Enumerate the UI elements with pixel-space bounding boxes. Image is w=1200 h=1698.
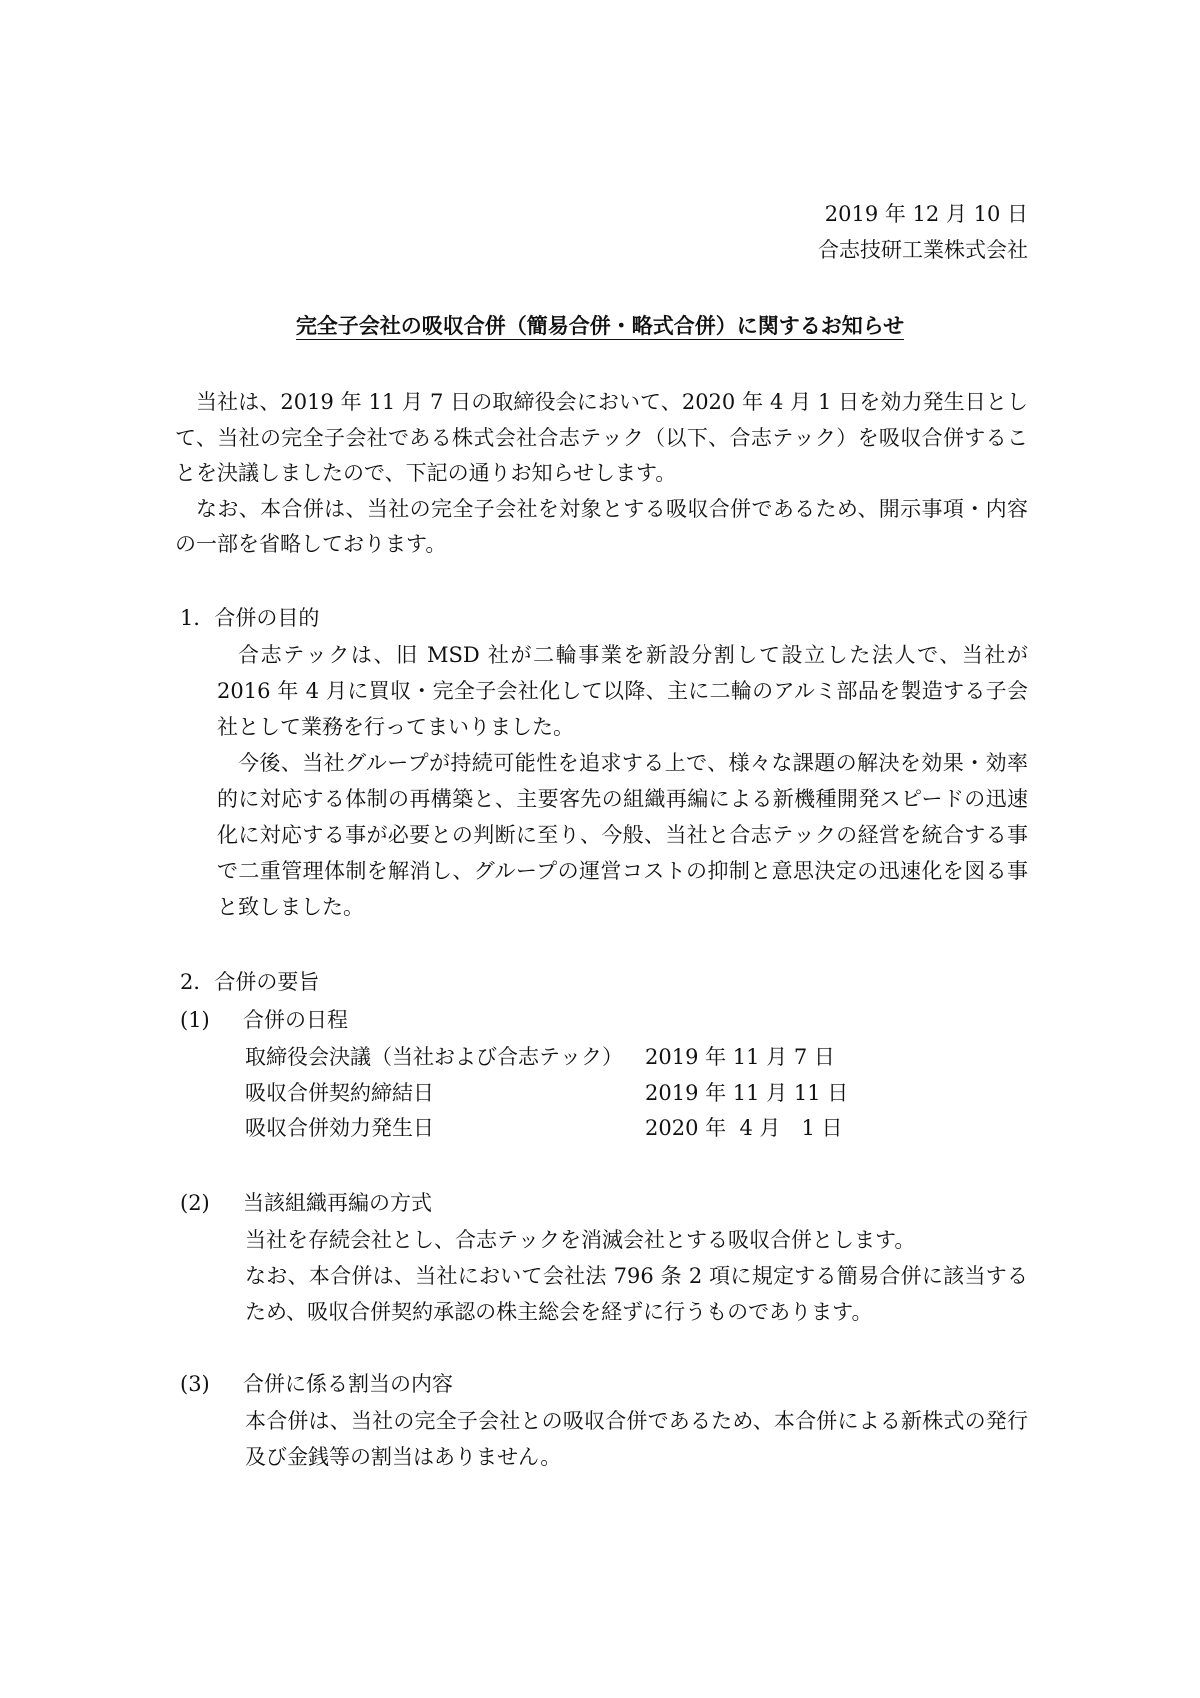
document-title-container	[0, 311, 1200, 341]
schedule-date: 2019 年 11 月 7 日	[645, 1045, 835, 1069]
schedule-row	[245, 1076, 848, 1112]
schedule-date: 2020 年 4 月 1 日	[645, 1116, 843, 1140]
schedule-label: 取締役会決議（当社および合志テック）	[245, 1045, 623, 1069]
section-2-heading: 2．合併の要旨	[180, 970, 320, 994]
subsection-3-title: 合併に係る割当の内容	[243, 1372, 453, 1396]
subsection-3-number: (3)	[180, 1372, 210, 1396]
subsection-2-title: 当該組織再編の方式	[243, 1191, 432, 1215]
intro-section	[175, 385, 1028, 563]
issue-date: 2019 年 12 月 10 日	[824, 202, 1028, 226]
subsection-1-title: 合併の日程	[243, 1008, 348, 1032]
subsection-3-paragraph-1: 本合併は、当社の完全子会社との吸収合併であるため、本合併による新株式の発行及び金銭等の割当はありません。	[245, 1409, 1028, 1469]
section-1-heading: 1．合併の目的	[180, 606, 320, 630]
section-1-paragraph-2: 今後、当社グループが持続可能性を追求する上で、様々な課題の解決を効果・効率的に対応する体制の再構築と、主要客先の組織再編による新機種開発スピードの迅速化に対応する事が必要との判断に至り、今般、当社と合志テックの経営を統合する事で二重管理体制を解消し、グループの運営コストの抑制と意思決定の迅速化を図る事と致しました。	[217, 751, 1028, 919]
subsection-2-paragraph-2: なお、本合併は、当社において会社法 796 条 2 項に規定する簡易合併に該当するため、吸収合併契約承認の株主総会を経ずに行うものであります。	[245, 1264, 1028, 1324]
schedule-label: 吸収合併効力発生日	[245, 1116, 434, 1140]
document-header	[818, 196, 1028, 268]
subsection-1-heading	[180, 1002, 348, 1038]
subsection-3-heading	[180, 1366, 453, 1402]
schedule-row	[245, 1040, 848, 1076]
schedule-label: 吸収合併契約締結日	[245, 1080, 434, 1105]
company-name: 合志技研工業株式会社	[818, 238, 1028, 262]
merger-schedule	[245, 1040, 848, 1147]
subsection-2-heading	[180, 1185, 432, 1221]
intro-paragraph-1: 当社は、2019 年 11 月 7 日の取締役会において、2020 年 4 月 1 日を効力発生日として、当社の完全子会社である株式会社合志テック（以下、合志テック）を吸収合併することを決議しましたので、下記の通りお知らせします。	[175, 390, 1028, 485]
schedule-date: 2019 年 11 月 11 日	[645, 1080, 849, 1105]
subsection-3-body	[245, 1403, 1028, 1475]
subsection-1-number: (1)	[180, 1008, 210, 1032]
section-1-body	[217, 637, 1028, 925]
subsection-2-number: (2)	[180, 1191, 210, 1215]
schedule-row	[245, 1111, 848, 1147]
intro-paragraph-2: なお、本合併は、当社の完全子会社を対象とする吸収合併であるため、開示事項・内容の一部を省略しております。	[175, 496, 1028, 556]
section-1-paragraph-1: 合志テックは、旧 MSD 社が二輪事業を新設分割して設立した法人で、当社が 2016 年 4 月に買収・完全子会社化して以降、主に二輪のアルミ部品を製造する子会社として業務を行ってまいりました。	[217, 643, 1028, 739]
subsection-2-paragraph-1: 当社を存続会社とし、合志テックを消滅会社とする吸収合併とします。	[245, 1228, 916, 1252]
subsection-2-body	[245, 1222, 1028, 1330]
document-title: 完全子会社の吸収合併（簡易合併・略式合併）に関するお知らせ	[295, 314, 905, 338]
